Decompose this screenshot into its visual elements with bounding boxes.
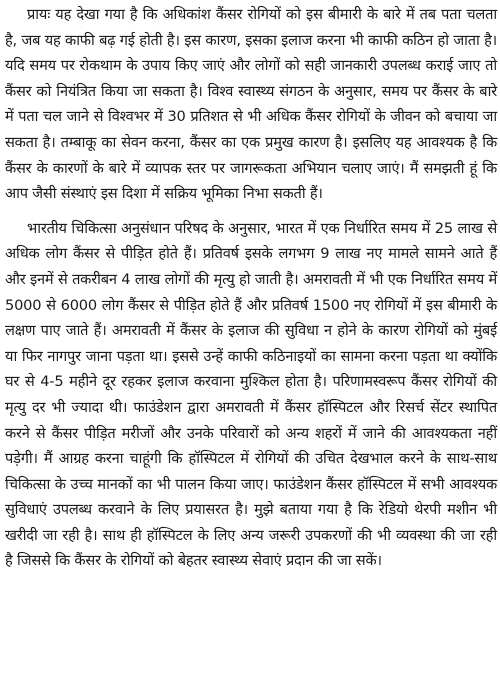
paragraph-cancer-awareness: प्रायः यह देखा गया है कि अधिकांश कैंसर रोगियों को इस बीमारी के बारे में तब पता चलता है, जब यह काफी बढ़ गई होती है। इस कारण, इसका इलाज करना भी काफी कठिन हो जाता है। यदि समय पर रोकथाम के उपाय किए जाएं और लोगों को सही जानकारी उपलब्ध कराई जाए तो कैंसर को नियंत्रित किया जा सकता है। विश्व स्वास्थ्य संगठन के अनुसार, समय पर कैंसर के बारे में पता चल जाने से विश्वभर में 30 प्रतिशत से भी अधिक कैंसर रोगियों के जीवन को बचाया जा सकता है। तम्बाकू का सेवन करना, कैंसर का एक प्रमुख कारण है। इसलिए यह आवश्यक है कि कैंसर के कारणों के बारे में व्यापक स्तर पर जागरूकता अभियान चलाए जाएं। मैं समझती हूं कि आप जैसी संस्थाएं इस दिशा में सक्रिय भूमिका निभा सकती हैं। [5,6,497,203]
paragraph-cancer-statistics-amravati: भारतीय चिकित्सा अनुसंधान परिषद के अनुसार, भारत में एक निर्धारित समय में 25 लाख से अधिक लोग कैंसर से पीड़ित होते हैं। प्रतिवर्ष इसके लगभग 9 लाख नए मामले सामने आते हैं और इनमें से तकरीबन 4 लाख लोगों की मृत्यु हो जाती है। अमरावती में भी एक निर्धारित समय में 5000 से 6000 लोग कैंसर से पीड़ित होते हैं और प्रतिवर्ष 1500 नए रोगियों में इस बीमारी के लक्षण पाए जाते हैं। अमरावती में कैंसर के इलाज की सुविधा न होने के कारण रोगियों को मुंबई या फिर नागपुर जाना पड़ता था। इससे उन्हें काफी कठिनाइयों का सामना करना पड़ता था क्योंकि घर से 4-5 महीने दूर रहकर इलाज करवाना मुश्किल होता है। परिणामस्वरूप कैंसर रोगियों की मृत्यु दर भी ज्यादा थी। फाउंडेशन द्वारा अमरावती में कैंसर हॉस्पिटल और रिसर्च सेंटर स्थापित करने से कैंसर पीड़ित मरीजों और उनके परिवारों को अन्य शहरों में जाने की आवश्यकता नहीं पड़ेगी। मैं आग्रह करना चाहूंगी कि हॉस्पिटल में रोगियों की उचित देखभाल करने के साथ-साथ चिकित्सा के उच्च मानकों का भी पालन किया जाए। फाउंडेशन कैंसर हॉस्पिटल में सभी आवश्यक सुविधाएं उपलब्ध करवाने के लिए प्रयासरत है। मुझे बताया गया है कि रेडियो थेरपी मशीन भी खरीदी जा रही है। साथ ही हॉस्पिटल के लिए अन्य जरूरी उपकरणों की भी व्यवस्था की जा रही है जिससे कि कैंसर के रोगियों को बेहतर स्वास्थ्य सेवाएं प्रदान की जा सकें। [5,219,497,570]
